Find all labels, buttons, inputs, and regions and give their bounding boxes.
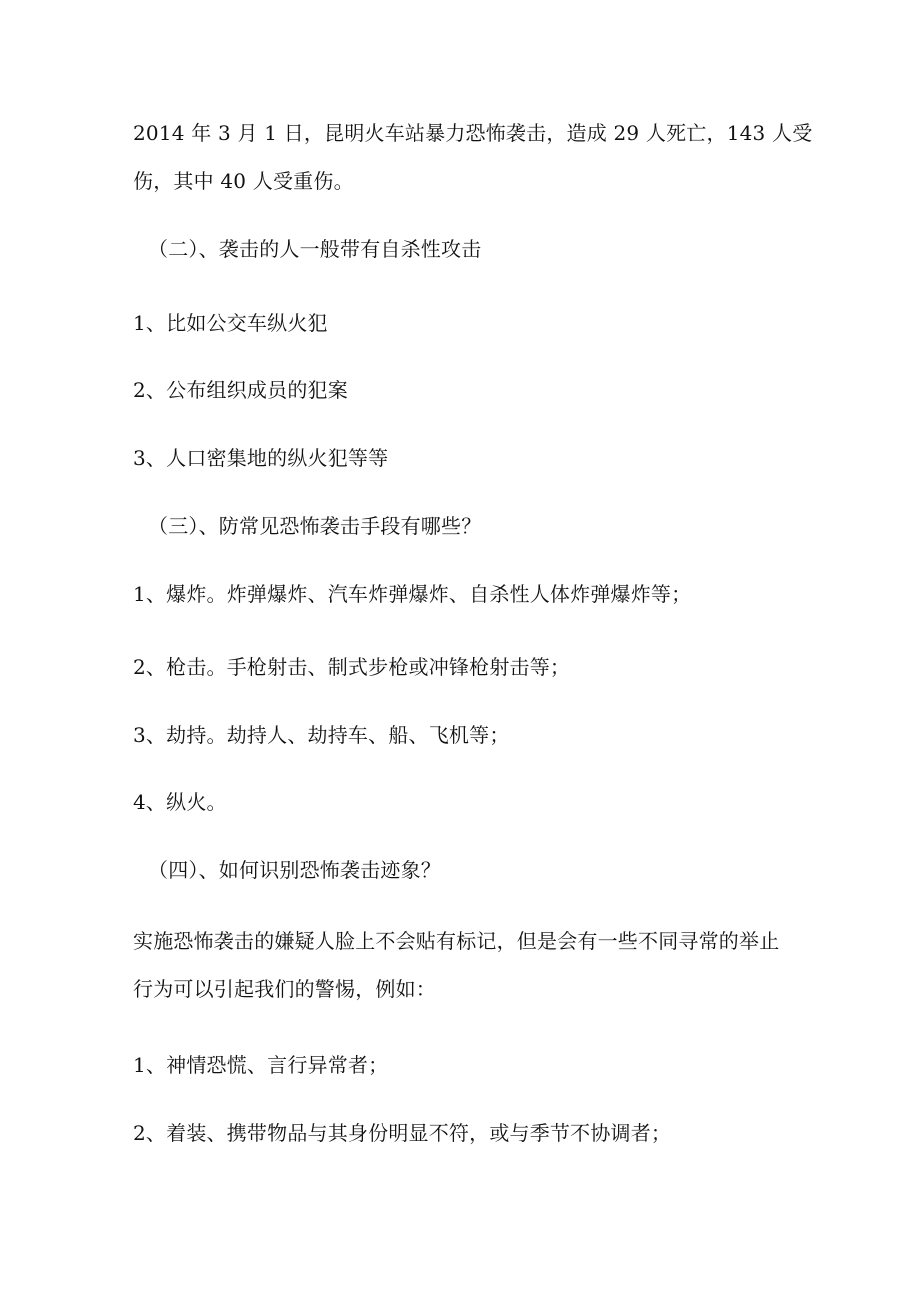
paragraph-line: 行为可以引起我们的警惕，例如： xyxy=(133,977,436,1001)
list-item: 2、公布组织成员的犯案 xyxy=(133,378,348,402)
list-item: 4、纵火。 xyxy=(133,790,227,814)
list-item: 3、人口密集地的纵火犯等等 xyxy=(133,446,389,470)
section-heading-two: （二）、袭击的人一般带有自杀性攻击 xyxy=(148,237,482,261)
list-item: 3、劫持。劫持人、劫持车、船、飞机等； xyxy=(133,723,510,747)
paragraph-line: 2014 年 3 月 1 日，昆明火车站暴力恐怖袭击，造成 29 人死亡，143 人受 xyxy=(133,121,813,145)
list-item: 1、神情恐慌、言行异常者； xyxy=(133,1053,389,1077)
list-item: 1、比如公交车纵火犯 xyxy=(133,311,328,335)
paragraph-line: 伤，其中 40 人受重伤。 xyxy=(133,169,354,193)
section-heading-three: （三）、防常见恐怖袭击手段有哪些？ xyxy=(148,514,482,538)
list-item: 2、着装、携带物品与其身份明显不符，或与季节不协调者； xyxy=(133,1121,672,1145)
list-item: 2、枪击。手枪射击、制式步枪或冲锋枪射击等； xyxy=(133,655,571,679)
section-heading-four: （四）、如何识别恐怖袭击迹象？ xyxy=(148,858,441,882)
paragraph-line: 实施恐怖袭击的嫌疑人脸上不会贴有标记，但是会有一些不同寻常的举止 xyxy=(133,929,780,953)
list-item: 1、爆炸。炸弹爆炸、汽车炸弹爆炸、自杀性人体炸弹爆炸等； xyxy=(133,582,692,606)
